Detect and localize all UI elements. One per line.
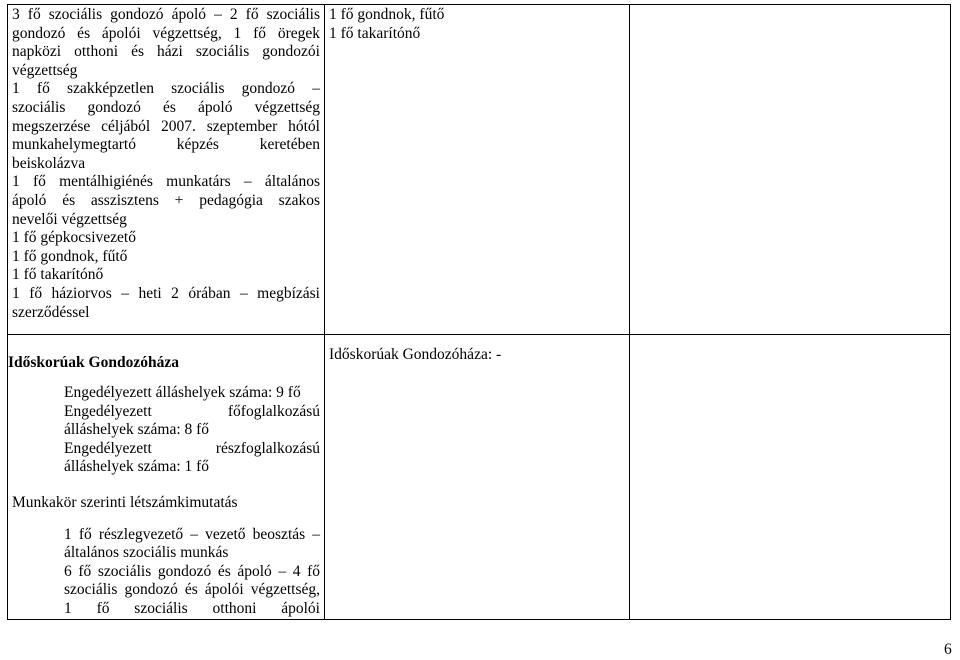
staffing-table (7, 4, 951, 620)
row1-col2-cell (325, 5, 630, 335)
text-line: nevelői végzettség (12, 210, 127, 228)
table-row (8, 5, 951, 335)
text-line: 1 fő szociális otthoni ápolói (64, 599, 320, 617)
text-line: álláshelyek száma: 8 fő (64, 421, 210, 439)
staff-list (12, 526, 320, 619)
row2-col2-cell (325, 335, 630, 620)
text-line: 1 fő részlegvezető – vezető beosztás – (64, 525, 320, 543)
row1-col3-cell (630, 5, 951, 335)
text-line: szociális gondozó és ápolói végzettség, (64, 581, 320, 599)
section-heading: Időskorúak Gondozóháza (8, 354, 179, 371)
text-line: általános szociális munkás (64, 544, 229, 562)
text-line: 1 fő gondnok, fűtő (329, 6, 445, 23)
text-line: 6 fő szociális gondozó és ápoló – 4 fő (64, 562, 320, 580)
text-line: szerződéssel (12, 303, 90, 321)
row1-col1-cell (8, 5, 325, 335)
text-line: ápoló és asszisztens + pedagógia szakos (12, 191, 320, 209)
text-line: 1 fő gondnok, fűtő (12, 247, 128, 265)
text-line: 1 fő gépkocsivezető (12, 229, 136, 247)
text-line: munkahelymegtartó képzés keretében (12, 136, 320, 154)
text-line: 1 fő takarítónő (12, 266, 104, 284)
text-line: szociális gondozó és ápoló végzettség (12, 98, 320, 116)
page-number: 6 (944, 641, 952, 658)
text-line: végzettség (12, 61, 78, 79)
text-line: gondozó és ápolói végzettség, 1 fő öregek (12, 24, 320, 42)
text-line: Időskorúak Gondozóháza: - (329, 346, 502, 363)
row2-col3-cell (630, 335, 951, 620)
row2-col1-cell (8, 335, 325, 620)
text-line: 1 fő szakképzetlen szociális gondozó – (12, 80, 320, 98)
text-line: Engedélyezett részfoglalkozású (64, 439, 320, 457)
text-line: Engedélyezett álláshelyek száma: 9 fő (64, 384, 301, 401)
table-row (8, 335, 951, 620)
text-line: megszerzése céljából 2007. szeptember hótól (12, 117, 320, 135)
text-line: 1 fő mentálhigiénés munkatárs – általános (12, 173, 320, 191)
allowed-positions-block (12, 384, 320, 477)
staff-list-title: Munkakör szerinti létszámkimutatás (12, 493, 238, 511)
text-line: Engedélyezett főfoglalkozású (64, 402, 320, 420)
text-line: 3 fő szociális gondozó ápoló – 2 fő szociális (12, 6, 320, 23)
text-line: 1 fő takarítónő (329, 24, 421, 42)
text-line: 1 fő háziorvos – heti 2 órában – megbízási (12, 284, 320, 302)
text-line: álláshelyek száma: 1 fő (64, 458, 210, 476)
text-line: napközi otthoni és házi szociális gondozói (12, 43, 320, 61)
text-line: beiskolázva (12, 154, 86, 172)
